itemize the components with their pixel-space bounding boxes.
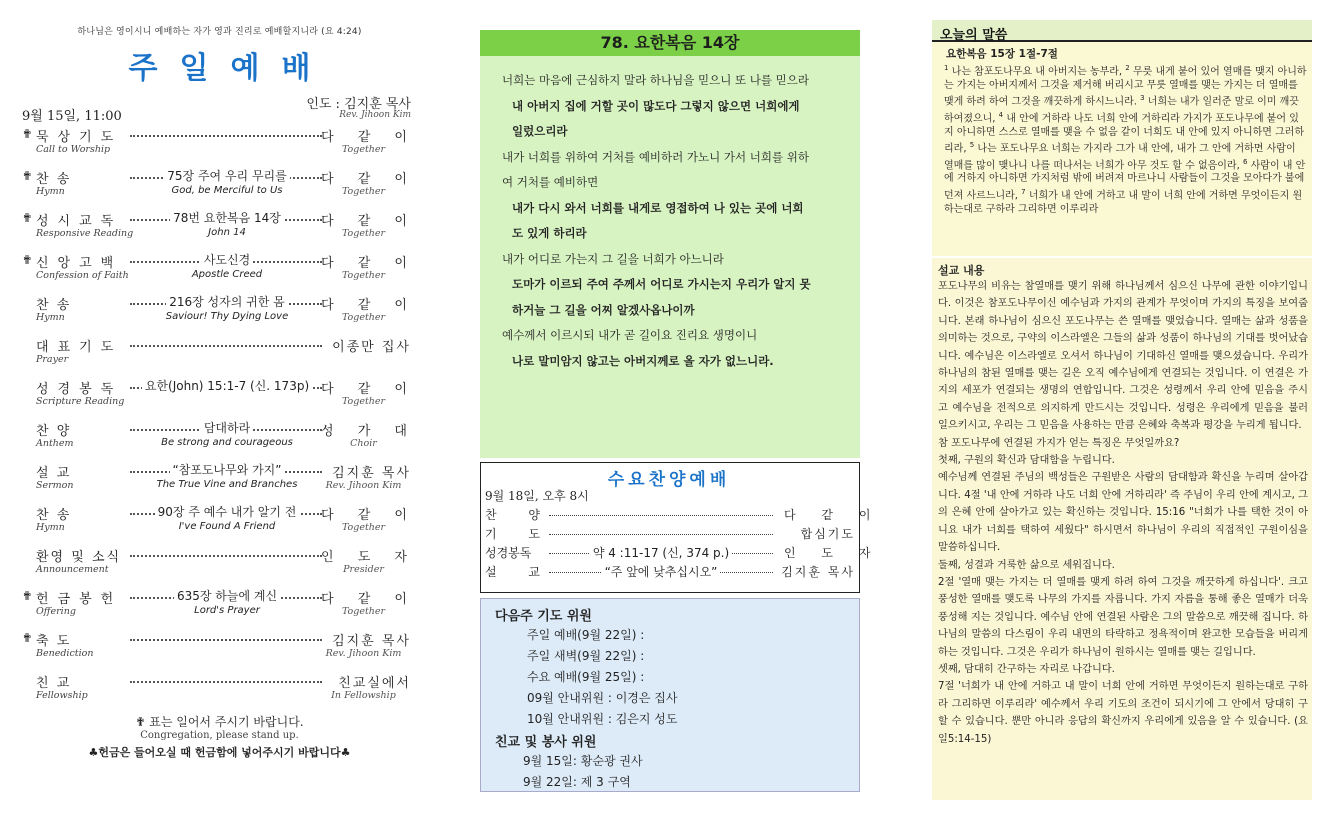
top-verse: 하나님은 영이시니 예배하는 자가 영과 진리로 예배할지니라 (요 4:24) (77, 27, 362, 37)
worship-item-person: 친교실에서 (338, 676, 411, 691)
sermon-paragraph: 예수님께 연결된 주님의 백성들은 구원받은 사람의 담대함과 확신을 누리며 살아갑니다. 4절 '내 안에 거하라 나도 너희 안에 거하리라' 즉 주님이 우리 안에 계시고, 그의 은혜 안에 살아가고 있는 확신하는 것입니다. 15:16 "너희가 나를 택한 것이 아니요 내가 너희를 택하여 세웠다" 하시면서 하나님이 우리의 직접적인 구원이심을 말씀하십니다. (938, 472, 1308, 554)
detail-en-text: God, be Merciful to Us (169, 185, 286, 196)
worship-item (22, 375, 417, 417)
worship-item-person-en: Presider (343, 564, 384, 575)
wednesday-item-detail-text: 약 4 :11-17 (신, 374 p.) (590, 546, 732, 560)
verse-number: 6 (1242, 157, 1248, 166)
worship-item-person-en: Together (341, 312, 386, 323)
fellowship-item: 9월 15일: 황순광 권사 (523, 754, 643, 768)
wednesday-item-title: 성경봉독 (485, 546, 532, 560)
service-date-time: 9월 15일, 11:00 (22, 109, 122, 124)
worship-item (22, 249, 417, 291)
worship-item-title-en: Hymn (36, 312, 65, 323)
verse-text: 너희가 내 안에 거하고 내 말이 너희 안에 거하면 무엇이든지 원하는대로 구하라 그리하면 이루리라 (944, 190, 1303, 215)
sermon-paragraph: 첫째, 구원의 확신과 담대함을 누립니다. (938, 455, 1115, 467)
detail-ko (135, 461, 319, 478)
worship-item-person-en: Choir (350, 438, 377, 449)
worship-item-detail (135, 419, 319, 448)
leader-dots (130, 555, 322, 557)
leader-dots (549, 515, 773, 516)
worship-item-title: 찬 송 (36, 172, 72, 187)
worship-item-person: 성 가 대 (321, 424, 417, 439)
sermon-text (932, 278, 1312, 748)
sermon-header: 설교 내용 (938, 264, 985, 277)
worship-item (22, 165, 417, 207)
leader-dots (549, 534, 773, 535)
worship-item-person: 다 같 이 (321, 298, 417, 313)
detail-en (135, 227, 319, 238)
wednesday-item (485, 544, 882, 563)
worship-item-person-en: Together (341, 144, 386, 155)
prayer-committee-panel (480, 598, 860, 792)
verse-number: 4 (998, 110, 1004, 119)
worship-item-person-en: Together (341, 270, 386, 281)
wednesday-item-title: 설 교 (485, 565, 554, 579)
worship-item-title: 헌금봉헌 (36, 592, 123, 607)
stand-note-en: Congregation, please stand up. (140, 730, 299, 741)
worship-item-title: 찬 송 (36, 298, 72, 313)
prayer-heading: 다음주 기도 위원 (495, 609, 592, 624)
detail-en-text: Saviour! Thy Dying Love (163, 311, 292, 322)
wednesday-item-detail-text: “주 앞에 낮추십시오” (602, 565, 721, 579)
detail-ko-text: 78번 요한복음 14장 (170, 211, 284, 225)
worship-item-title: 대표기도 (36, 340, 123, 355)
prayer-item: 10월 안내위원 : 김은지 성도 (527, 712, 678, 726)
sermon-paragraph: 참 포도나무에 연결된 가지가 얻는 특징은 무엇일까요? (938, 437, 1180, 449)
todays-word-header: 오늘의 말씀 (932, 20, 1312, 42)
worship-item-title: 환영 및 소식 (36, 550, 122, 565)
worship-item-detail (135, 293, 319, 322)
detail-ko-text: “참포도나무와 가지” (170, 463, 285, 477)
worship-item (22, 459, 417, 501)
worship-item-title-en: Offering (36, 606, 76, 617)
detail-ko-text: 635장 하늘에 계신 (174, 589, 280, 603)
worship-item-person: 다 같 이 (321, 508, 417, 523)
detail-en (135, 605, 319, 616)
prayer-list (495, 626, 849, 731)
order-of-worship (22, 123, 417, 711)
worship-item-title: 성시교독 (36, 214, 123, 229)
standing-cross-icon: ✟ (22, 169, 33, 183)
offering-note: ♣헌금은 들어오실 때 헌금함에 넣어주시기 바랍니다♣ (88, 746, 351, 759)
worship-item-person-en: Rev. Jihoon Kim (325, 648, 402, 659)
worship-item-title-en: Benediction (36, 648, 94, 659)
detail-en (135, 311, 319, 322)
sermon-summary-panel (932, 258, 1312, 800)
verse-text: 너희는 내가 일러준 말로 이미 깨끗하여졌으니, (944, 96, 1299, 125)
worship-item-person: 다 같 이 (321, 382, 417, 397)
worship-item-title: 찬 송 (36, 508, 72, 523)
leader-dots (130, 681, 322, 683)
worship-item-person-en: Together (341, 396, 386, 407)
wednesday-item-title: 찬 양 (485, 508, 554, 522)
worship-item-title-en: Hymn (36, 186, 65, 197)
worship-item-title-en: Call to Worship (36, 144, 111, 155)
fellowship-list (495, 752, 849, 794)
detail-ko (135, 167, 319, 184)
worship-item-detail (135, 461, 319, 490)
verse-text: 사람이 내 안에 거하지 아니하면 가지처럼 밖에 버려져 마르나니 사람들이 그것을 모아다가 불에 던져 사르느니라, (944, 160, 1306, 202)
worship-item-title: 신앙고백 (36, 256, 123, 271)
worship-item-title-en: Confession of Faith (36, 270, 129, 281)
scripture-text (932, 60, 1312, 216)
worship-item-title-en: Responsive Reading (36, 228, 134, 239)
wednesday-item (485, 506, 882, 525)
responsive-reading-panel (480, 30, 860, 458)
worship-item-title: 찬 양 (36, 424, 72, 439)
detail-ko (135, 419, 319, 436)
verse-number: 3 (1140, 94, 1145, 103)
reading-line: 여 거처를 예비하면 (502, 175, 599, 189)
worship-item-title-en: Scripture Reading (36, 396, 125, 407)
fellowship-heading: 친교 및 봉사 위원 (495, 735, 597, 750)
detail-en-text: I've Found A Friend (176, 521, 279, 532)
standing-cross-icon: ✟ (22, 589, 33, 603)
worship-item-person-en: Together (341, 228, 386, 239)
standing-cross-icon: ✟ (22, 211, 33, 225)
leader-dots (130, 345, 322, 347)
reading-line: 도마가 이르되 주여 주께서 어디로 가시는지 우리가 알지 못 (512, 277, 811, 291)
reading-line: 내가 너희를 위하여 거처를 예비하러 가노니 가서 너희를 위하 (502, 149, 809, 164)
worship-item-person-en: Rev. Jihoon Kim (325, 480, 402, 491)
worship-item-title: 묵상기도 (36, 130, 123, 145)
worship-item-title-en: Hymn (36, 522, 65, 533)
detail-ko-text: 75장 주여 우리 무리를 (164, 169, 289, 183)
service-title: 주일예배 (128, 51, 333, 86)
worship-item-title: 성경봉독 (36, 382, 123, 397)
sermon-paragraph: 포도나무의 비유는 참열매를 맺기 위해 하나님께서 심으신 나무에 관한 이야기입니다. 이것은 참포도나무이신 예수님과 가지의 관계가 무엇이며 가지의 특징을 보여줍니다. 본래 하나님이 심으신 포도나무는 쓴 열매를 맺었습니다. 열매는 삶과 성품을 의미하는 것으로, 구약의 이스라엘은 그들의 삶과 성품이 하나님의 기대를 벗어났습니다. 예수님은 이스라엘로 오셔서 하나님이 기대하신 열매를 맺으셨습니다. 우리가 하나님의 참된 열매를 맺는 길은 오직 예수님에게 연결되는 것입니다. 이 연결은 가지의 세포가 연결되는 생명의 연합입니다. 그것은 성령께서 우리 안에 믿음을 주시고 예수님을 전적으로 의지하게 만드시는 것입니다. 성령은 우리에게 믿음을 불러 일으키시고, 우리는 그 믿음을 사용하는 만큼 은혜와 축복과 평강을 누리게 됩니다. (938, 281, 1308, 432)
wednesday-item (485, 563, 853, 582)
detail-ko (135, 377, 319, 394)
worship-item-detail (135, 209, 319, 238)
worship-item-title-en: Anthem (36, 438, 74, 449)
worship-item-title: 축 도 (36, 634, 72, 649)
standing-cross-icon: ✟ (22, 631, 33, 645)
detail-en-text: John 14 (205, 227, 249, 238)
standing-cross-icon: ✟ (22, 253, 33, 267)
prayer-item: 주일 새벽(9월 22일) : (527, 649, 645, 663)
reading-line: 내가 다시 와서 너희를 내게로 영접하여 나 있는 곳에 너희 (512, 200, 804, 215)
wednesday-item-person: 합심기도 (800, 527, 855, 541)
wednesday-title: 수요찬양예배 (607, 470, 731, 490)
worship-item-person-en: Together (341, 606, 386, 617)
detail-ko (135, 209, 319, 226)
detail-ko-text: 216장 성자의 귀한 몸 (166, 295, 288, 309)
worship-item-detail (135, 587, 319, 616)
verse-number: 7 (1021, 187, 1026, 196)
verse-text: 나는 참포도나무요 내 아버지는 농부라, (951, 66, 1126, 78)
prayer-item: 09월 안내위원 : 이경은 집사 (527, 691, 678, 705)
reading-line: 하거늘 그 길을 어찌 알겠사옵나이까 (512, 302, 695, 317)
verse-number: 1 (944, 64, 949, 72)
prayer-item: 수요 예배(9월 25일) : (527, 670, 645, 684)
worship-item-detail (135, 167, 319, 196)
worship-item-person: 다 같 이 (321, 256, 417, 271)
wednesday-date: 9월 18일, 오후 8시 (485, 489, 589, 503)
leader-dots (130, 135, 322, 137)
detail-ko (135, 251, 319, 268)
detail-en-text: Apostle Creed (189, 269, 265, 280)
detail-ko (135, 293, 319, 310)
wednesday-item-title: 기 도 (485, 527, 554, 541)
worship-item-person-en: Together (341, 186, 386, 197)
detail-en (135, 269, 319, 280)
wednesday-item-detail (549, 563, 773, 580)
reading-line: 나로 말미암지 않고는 아버지께로 올 자가 없느니라. (512, 353, 774, 368)
worship-item-person: 다 같 이 (321, 172, 417, 187)
verse-number: 5 (969, 141, 975, 150)
sermon-paragraph: 둘째, 성결과 거룩한 삶으로 세워집니다. (938, 559, 1115, 571)
verse-text: 나는 포도나무요 너희는 가지라 그가 내 안에, 내가 그 안에 거하면 사람이 열매를 많이 맺나니 나를 떠나서는 너희가 아무 것도 할 수 없음이라, (944, 143, 1296, 172)
sermon-paragraph: 7절 '너희가 내 안에 거하고 내 말이 너희 안에 거하면 무엇이든지 원하는대로 구하라 그리하면 이루리라' 예수께서 우리 기도의 조건이 되시기에 그 안에서 당대히 구할 수 있습니다. 뿐만 아니라 응답의 확신까지 우리에게 있음을 알 수 있습니다. (요일5:14-15) (938, 681, 1308, 745)
date-leader-row (22, 89, 417, 123)
prayer-item: 주일 예배(9월 22일) : (527, 628, 645, 642)
stand-note: ✟ 표는 일어서 주시기 바랍니다. (135, 715, 304, 729)
worship-item-person: 다 같 이 (321, 130, 417, 145)
detail-en-text: Lord's Prayer (191, 605, 263, 616)
worship-item-title-en: Fellowship (36, 690, 88, 701)
standing-cross-icon: ✟ (22, 127, 33, 141)
worship-item-title-en: Announcement (36, 564, 109, 575)
worship-item (22, 207, 417, 249)
worship-item (22, 543, 417, 585)
detail-ko-text: 요한(John) 15:1-7 (신. 173p) (142, 379, 312, 393)
worship-item (22, 417, 417, 459)
worship-item-title-en: Prayer (36, 354, 69, 365)
reading-line: 도 있게 하리라 (512, 226, 587, 240)
worship-item (22, 669, 417, 711)
worship-item-person-en: Together (341, 522, 386, 533)
detail-en (135, 437, 319, 448)
reading-line: 내가 어디로 가는지 그 길을 너희가 아느니라 (502, 251, 724, 266)
reading-line: 너희는 마음에 근심하지 말라 하나님을 믿으니 또 나를 믿으라 (502, 73, 809, 87)
wednesday-item-person: 다 같 이 (784, 508, 882, 522)
sermon-paragraph: 셋째, 담대히 간구하는 자리로 나갑니다. (938, 663, 1115, 675)
worship-item-person: 이종만 집사 (332, 340, 411, 355)
scripture-reference: 요한복음 15장 1절-7절 (946, 48, 1058, 60)
detail-ko-text: 90장 주 예수 내가 알기 전 (155, 505, 300, 519)
service-leader-en: Rev. Jihoon Kim (339, 110, 411, 120)
worship-item-title: 친 교 (36, 676, 72, 691)
detail-ko-text: 담대하라 (201, 421, 253, 435)
detail-ko-text: 사도신경 (201, 253, 253, 267)
detail-en-text: The True Vine and Branches (154, 479, 301, 490)
worship-item (22, 501, 417, 543)
worship-item (22, 123, 417, 165)
verse-text: 무릇 내게 붙어 있어 열매를 맺지 아니하는 가지는 아버지께서 그것을 제거해 버리시고 무릇 열매를 맺는 가지는 더 열매를 맺게 하려 하여 그것을 깨끗하게 하시느니라. (944, 66, 1307, 108)
worship-item (22, 291, 417, 333)
wednesday-item (485, 525, 853, 544)
worship-item-person: 김지훈 목사 (332, 634, 411, 649)
reading-line: 내 아버지 집에 거할 곳이 많도다 그렇지 않으면 너희에게 (512, 98, 800, 113)
worship-item (22, 627, 417, 669)
worship-item-detail (135, 251, 319, 280)
todays-word-panel (932, 20, 1312, 256)
wednesday-item-person: 김지훈 목사 (781, 565, 855, 579)
worship-item-person: 다 같 이 (321, 592, 417, 607)
sermon-paragraph: 2절 '열매 맺는 가지는 더 열매를 맺게 하려 하여 그것을 깨끗하게 하십니다'. 크고 풍성한 열매를 맺도록 나무의 가지를 자릅니다. 가지 자름을 통해 좋은 열매가 더욱 풍성해 지는 것입니다. 예수님 안에 연결된 사람은 그의 말씀으로 깨끗해 집니다. 하나님의 말씀의 다스림이 우리 내면의 타락하고 정욕적이며 완고한 모습들을 버리게 하는 것입니다. 그것은 우리가 하나님이 원하시는 열매를 맺는 길입니다. (938, 576, 1308, 658)
detail-en-text: Be strong and courageous (158, 437, 296, 448)
worship-item-person-en: In Fellowship (331, 690, 396, 701)
detail-en (135, 479, 319, 490)
reading-text (480, 56, 860, 374)
reading-line: 일렀으리라 (512, 124, 568, 138)
detail-ko (135, 587, 319, 604)
worship-item (22, 585, 417, 627)
detail-en (135, 521, 319, 532)
service-leader: 인도 : 김지훈 목사 (306, 97, 411, 112)
worship-item (22, 333, 417, 375)
reading-line: 예수께서 이르시되 내가 곧 길이요 진리요 생명이니 (502, 328, 758, 342)
wednesday-service-panel (480, 462, 882, 593)
worship-item-person: 다 같 이 (321, 214, 417, 229)
worship-item-person: 김지훈 목사 (332, 466, 411, 481)
wednesday-item-detail (549, 544, 773, 561)
detail-en (135, 185, 319, 196)
leader-dots (130, 639, 322, 641)
worship-item-person: 인 도 자 (321, 550, 417, 565)
verse-number: 2 (1125, 64, 1130, 72)
detail-ko (135, 503, 319, 520)
wednesday-item-person: 인 도 자 (784, 546, 882, 560)
worship-item-detail (135, 377, 319, 394)
worship-order-panel (22, 24, 417, 804)
worship-item-title-en: Sermon (36, 480, 74, 491)
verse-text: 내 안에 거하라 나도 너희 안에 거하리라 가지가 포도나무에 붙어 있지 아니하면 스스로 열매를 맺을 수 없음 같이 너희도 내 안에 있지 아니하면 그러하리라, (944, 113, 1305, 155)
fellowship-item: 9월 22일: 제 3 구역 (523, 775, 631, 789)
worship-item-detail (135, 503, 319, 532)
wednesday-order (485, 506, 882, 582)
reading-title: 78. 요한복음 14장 (480, 30, 860, 56)
worship-item-title: 설 교 (36, 466, 72, 481)
